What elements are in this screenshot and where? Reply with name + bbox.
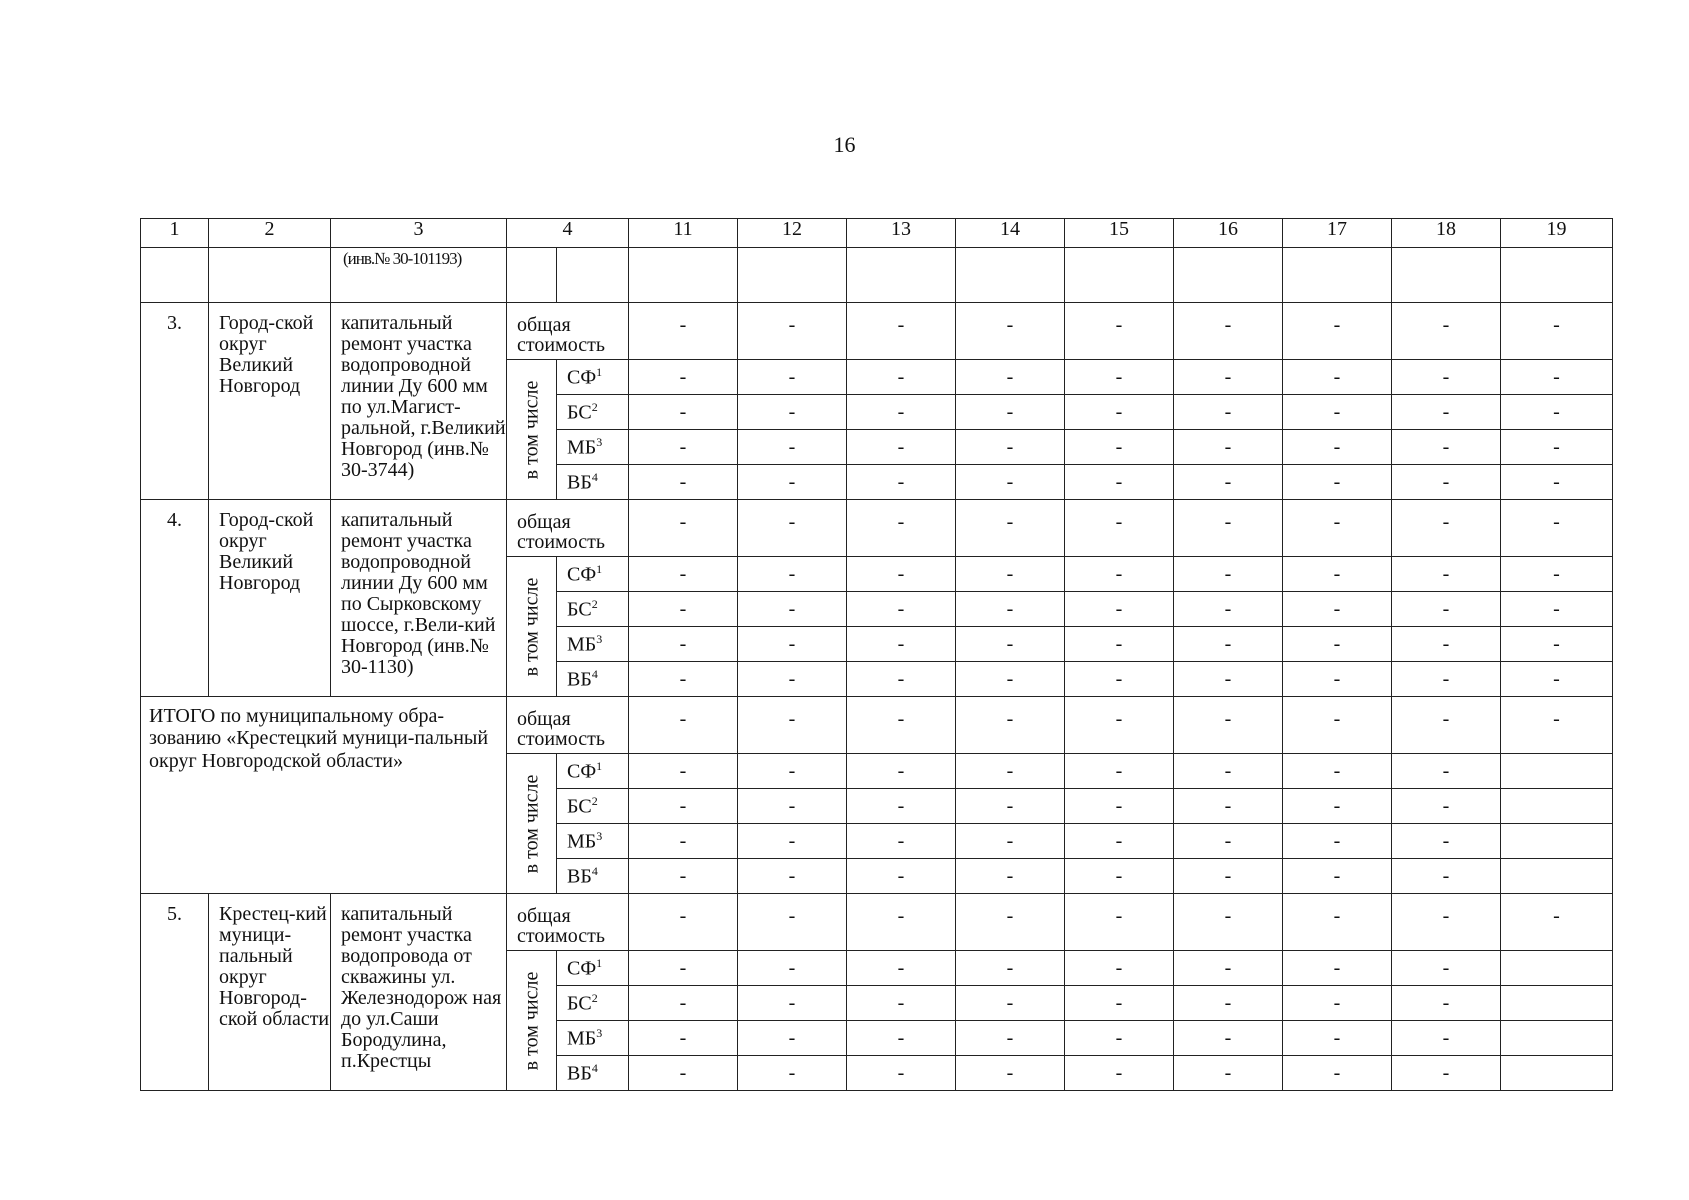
value-cell: - — [847, 1021, 956, 1056]
value-cell: - — [1065, 662, 1174, 697]
value-cell — [1501, 789, 1613, 824]
municipality-cell: Город-ской округ Великий Новгород — [209, 303, 331, 500]
value-cell: - — [1501, 465, 1613, 500]
value-cell: - — [629, 1056, 738, 1091]
value-cell — [1501, 1021, 1613, 1056]
value-cell: - — [847, 1056, 956, 1091]
value-cell: - — [1283, 395, 1392, 430]
fund-label — [557, 430, 629, 465]
value-cell: - — [1283, 430, 1392, 465]
value-cell: - — [956, 986, 1065, 1021]
value-cell: - — [1065, 557, 1174, 592]
value-cell: - — [1174, 1021, 1283, 1056]
value-cell: - — [1283, 894, 1392, 951]
value-cell: - — [1501, 500, 1613, 557]
value-cell: - — [956, 824, 1065, 859]
value-cell: - — [1174, 754, 1283, 789]
value-cell: - — [956, 894, 1065, 951]
value-cell: - — [1174, 824, 1283, 859]
column-header: 16 — [1174, 219, 1283, 248]
fund-name: МБ — [567, 830, 597, 853]
value-cell: - — [629, 360, 738, 395]
value-cell: - — [956, 1056, 1065, 1091]
value-cell: - — [1065, 894, 1174, 951]
value-cell: - — [1174, 951, 1283, 986]
description-cell: капитальный ремонт участка водопроводной линии Ду 600 мм по ул.Магист-ральной, г.Великий Новгород (инв.№ 30-3744) — [331, 303, 507, 500]
value-cell — [1501, 1056, 1613, 1091]
value-cell: - — [847, 557, 956, 592]
value-cell: - — [1501, 360, 1613, 395]
value-cell: - — [1174, 465, 1283, 500]
value-cell: - — [1283, 662, 1392, 697]
value-cell: - — [1501, 395, 1613, 430]
value-cell: - — [1174, 500, 1283, 557]
value-cell: - — [1065, 430, 1174, 465]
column-header: 13 — [847, 219, 956, 248]
value-cell: - — [847, 894, 956, 951]
value-cell: - — [1065, 697, 1174, 754]
value-cell: - — [738, 1056, 847, 1091]
value-cell: - — [629, 697, 738, 754]
value-cell: - — [1065, 1021, 1174, 1056]
value-cell: - — [1283, 859, 1392, 894]
value-cell: - — [1283, 1021, 1392, 1056]
value-cell: - — [738, 859, 847, 894]
value-cell: - — [738, 789, 847, 824]
value-cell: - — [738, 1021, 847, 1056]
fund-label — [557, 465, 629, 500]
value-cell: - — [1283, 557, 1392, 592]
column-header: 19 — [1501, 219, 1613, 248]
value-cell: - — [738, 557, 847, 592]
fund-name: БС — [567, 992, 592, 1015]
value-cell: - — [738, 754, 847, 789]
value-cell: - — [1501, 303, 1613, 360]
value-cell: - — [629, 395, 738, 430]
value-cell: - — [1065, 824, 1174, 859]
fund-label — [557, 859, 629, 894]
value-cell: - — [629, 662, 738, 697]
value-cell: - — [629, 430, 738, 465]
description-cell: капитальный ремонт участка водопровода от скважины ул. Железнодорож ная до ул.Саши Бородулина, п.Крестцы — [331, 894, 507, 1091]
value-cell: - — [1501, 697, 1613, 754]
fund-label — [557, 1056, 629, 1091]
value-cell: - — [1501, 894, 1613, 951]
fund-label — [557, 360, 629, 395]
value-cell: - — [1283, 627, 1392, 662]
value-cell: - — [847, 951, 956, 986]
fund-footnote-mark: 4 — [591, 863, 598, 878]
value-cell: - — [738, 894, 847, 951]
value-cell: - — [956, 303, 1065, 360]
value-cell: - — [1392, 465, 1501, 500]
value-cell: - — [1392, 627, 1501, 662]
value-cell: - — [956, 430, 1065, 465]
value-cell: - — [1501, 592, 1613, 627]
value-cell: - — [1392, 789, 1501, 824]
value-cell: - — [1283, 592, 1392, 627]
column-header: 18 — [1392, 219, 1501, 248]
row-number: 5. — [141, 894, 209, 1091]
value-cell: - — [738, 697, 847, 754]
value-cell: - — [1174, 789, 1283, 824]
value-cell: - — [1174, 662, 1283, 697]
value-cell: - — [629, 894, 738, 951]
total-cost-label: общая стоимость — [507, 697, 629, 754]
page-number: 16 — [833, 132, 856, 157]
value-cell: - — [956, 859, 1065, 894]
value-cell: - — [847, 697, 956, 754]
total-cost-label: общая стоимость — [507, 894, 629, 951]
value-cell: - — [1174, 395, 1283, 430]
value-cell: - — [1174, 697, 1283, 754]
municipality-cell: Город-ской округ Великий Новгород — [209, 500, 331, 697]
value-cell: - — [847, 627, 956, 662]
value-cell: - — [956, 951, 1065, 986]
value-cell: - — [1065, 465, 1174, 500]
total-cost-label: общая стоимость — [507, 303, 629, 360]
value-cell: - — [1283, 360, 1392, 395]
value-cell: - — [1392, 894, 1501, 951]
fund-footnote-mark: 3 — [596, 434, 603, 449]
value-cell: - — [629, 754, 738, 789]
value-cell: - — [1065, 951, 1174, 986]
value-cell: - — [1283, 754, 1392, 789]
value-cell: - — [956, 500, 1065, 557]
column-header: 17 — [1283, 219, 1392, 248]
column-header: 4 — [507, 219, 629, 248]
value-cell: - — [1501, 430, 1613, 465]
value-cell: - — [1392, 859, 1501, 894]
fund-footnote-mark: 2 — [591, 990, 598, 1005]
value-cell: - — [956, 697, 1065, 754]
value-cell: - — [1174, 592, 1283, 627]
value-cell: - — [1283, 986, 1392, 1021]
fund-footnote-mark: 4 — [591, 666, 598, 681]
value-cell: - — [1174, 303, 1283, 360]
fund-footnote-mark: 4 — [591, 469, 598, 484]
value-cell: - — [629, 1021, 738, 1056]
value-cell: - — [847, 395, 956, 430]
value-cell: - — [956, 627, 1065, 662]
value-cell: - — [1065, 1056, 1174, 1091]
row-number: 4. — [141, 500, 209, 697]
value-cell: - — [1174, 894, 1283, 951]
value-cell: - — [1065, 303, 1174, 360]
fund-name: СФ — [567, 957, 597, 980]
fund-label — [557, 592, 629, 627]
object-row — [141, 303, 1613, 360]
column-header: 3 — [331, 219, 507, 248]
fund-name: МБ — [567, 633, 597, 656]
value-cell: - — [738, 824, 847, 859]
value-cell: - — [1392, 951, 1501, 986]
value-cell: - — [629, 627, 738, 662]
value-cell: - — [847, 789, 956, 824]
including-cell — [507, 754, 557, 894]
fund-footnote-mark: 1 — [596, 561, 603, 576]
column-header: 15 — [1065, 219, 1174, 248]
value-cell: - — [1174, 859, 1283, 894]
value-cell: - — [1065, 859, 1174, 894]
object-row — [141, 500, 1613, 557]
value-cell: - — [1501, 627, 1613, 662]
value-cell: - — [1065, 360, 1174, 395]
fund-name: ВБ — [567, 1062, 592, 1085]
value-cell: - — [956, 662, 1065, 697]
value-cell: - — [847, 859, 956, 894]
value-cell: - — [847, 754, 956, 789]
value-cell: - — [1392, 1021, 1501, 1056]
value-cell: - — [1065, 627, 1174, 662]
fund-footnote-mark: 2 — [591, 793, 598, 808]
value-cell: - — [738, 360, 847, 395]
fund-label — [557, 395, 629, 430]
value-cell: - — [738, 662, 847, 697]
column-header: 14 — [956, 219, 1065, 248]
value-cell: - — [1065, 395, 1174, 430]
including-cell — [507, 951, 557, 1091]
value-cell — [1501, 986, 1613, 1021]
value-cell: - — [738, 592, 847, 627]
value-cell: - — [1065, 986, 1174, 1021]
value-cell: - — [956, 557, 1065, 592]
value-cell: - — [738, 500, 847, 557]
value-cell: - — [1065, 789, 1174, 824]
value-cell: - — [1283, 951, 1392, 986]
continuation-inventory-text: (инв.№ 30-101193) — [331, 248, 507, 303]
value-cell: - — [629, 465, 738, 500]
value-cell: - — [956, 789, 1065, 824]
value-cell: - — [1392, 500, 1501, 557]
value-cell: - — [1392, 754, 1501, 789]
including-cell — [507, 360, 557, 500]
fund-footnote-mark: 3 — [596, 1025, 603, 1040]
fund-footnote-mark: 3 — [596, 828, 603, 843]
fund-label — [557, 662, 629, 697]
value-cell: - — [629, 859, 738, 894]
value-cell: - — [1283, 789, 1392, 824]
value-cell — [1501, 824, 1613, 859]
value-cell: - — [629, 592, 738, 627]
value-cell: - — [1392, 592, 1501, 627]
fund-footnote-mark: 3 — [596, 631, 603, 646]
fund-footnote-mark: 1 — [596, 364, 603, 379]
value-cell: - — [847, 986, 956, 1021]
value-cell: - — [847, 500, 956, 557]
fund-label — [557, 1021, 629, 1056]
value-cell: - — [847, 662, 956, 697]
column-header: 11 — [629, 219, 738, 248]
value-cell: - — [629, 951, 738, 986]
value-cell: - — [1392, 360, 1501, 395]
value-cell: - — [629, 303, 738, 360]
value-cell: - — [738, 951, 847, 986]
value-cell: - — [1392, 986, 1501, 1021]
value-cell: - — [847, 592, 956, 627]
value-cell: - — [1392, 557, 1501, 592]
fund-name: МБ — [567, 1027, 597, 1050]
value-cell: - — [629, 789, 738, 824]
value-cell: - — [1392, 1056, 1501, 1091]
value-cell: - — [1501, 557, 1613, 592]
value-cell: - — [1392, 697, 1501, 754]
value-cell: - — [1283, 824, 1392, 859]
continuation-row — [141, 248, 1613, 303]
fund-label — [557, 627, 629, 662]
value-cell: - — [956, 592, 1065, 627]
fund-name: СФ — [567, 366, 597, 389]
value-cell: - — [1174, 557, 1283, 592]
value-cell: - — [1174, 986, 1283, 1021]
value-cell: - — [1174, 430, 1283, 465]
value-cell: - — [847, 824, 956, 859]
fund-label — [557, 557, 629, 592]
value-cell: - — [1283, 465, 1392, 500]
value-cell — [1501, 951, 1613, 986]
value-cell: - — [629, 824, 738, 859]
description-cell: капитальный ремонт участка водопроводной линии Ду 600 мм по Сырковскому шоссе, г.Вели-кий Новгород (инв.№ 30-1130) — [331, 500, 507, 697]
object-row — [141, 894, 1613, 951]
row-number: 3. — [141, 303, 209, 500]
fund-label — [557, 789, 629, 824]
value-cell: - — [738, 986, 847, 1021]
fund-label — [557, 754, 629, 789]
fund-footnote-mark: 2 — [591, 399, 598, 414]
value-cell: - — [629, 986, 738, 1021]
value-cell: - — [956, 754, 1065, 789]
value-cell — [1501, 859, 1613, 894]
value-cell: - — [738, 395, 847, 430]
fund-name: ВБ — [567, 668, 592, 691]
fund-footnote-mark: 1 — [596, 955, 603, 970]
value-cell — [1501, 754, 1613, 789]
value-cell: - — [1392, 662, 1501, 697]
value-cell: - — [1392, 303, 1501, 360]
value-cell: - — [847, 360, 956, 395]
fund-footnote-mark: 4 — [591, 1060, 598, 1075]
including-cell — [507, 557, 557, 697]
value-cell: - — [1392, 395, 1501, 430]
municipality-cell: Крестец-кий муници-пальный округ Новгород-ской области — [209, 894, 331, 1091]
fund-name: ВБ — [567, 865, 592, 888]
including-label: в том числе — [520, 774, 542, 873]
value-cell: - — [956, 360, 1065, 395]
value-cell: - — [847, 430, 956, 465]
value-cell: - — [738, 430, 847, 465]
value-cell: - — [1283, 500, 1392, 557]
value-cell: - — [1065, 592, 1174, 627]
value-cell: - — [1174, 360, 1283, 395]
fund-label — [557, 824, 629, 859]
value-cell: - — [1174, 1056, 1283, 1091]
total-cost-label: общая стоимость — [507, 500, 629, 557]
value-cell: - — [956, 395, 1065, 430]
column-header: 2 — [209, 219, 331, 248]
total-label: ИТОГО по муниципальному обра-зованию «Крестецкий муници-пальный округ Новгородской области» — [141, 697, 507, 894]
including-label: в том числе — [520, 380, 542, 479]
value-cell: - — [629, 500, 738, 557]
value-cell: - — [1065, 754, 1174, 789]
fund-name: БС — [567, 598, 592, 621]
value-cell: - — [847, 465, 956, 500]
column-header-row — [141, 219, 1613, 248]
column-header: 1 — [141, 219, 209, 248]
fund-label — [557, 986, 629, 1021]
fund-name: СФ — [567, 760, 597, 783]
value-cell: - — [956, 465, 1065, 500]
fund-name: СФ — [567, 563, 597, 586]
fund-name: ВБ — [567, 471, 592, 494]
value-cell: - — [738, 465, 847, 500]
value-cell: - — [738, 303, 847, 360]
fund-footnote-mark: 2 — [591, 596, 598, 611]
value-cell: - — [1392, 430, 1501, 465]
value-cell: - — [629, 557, 738, 592]
fund-name: МБ — [567, 436, 597, 459]
budget-table — [140, 218, 1613, 1091]
value-cell: - — [738, 627, 847, 662]
value-cell: - — [847, 303, 956, 360]
value-cell: - — [1283, 697, 1392, 754]
fund-name: БС — [567, 401, 592, 424]
including-label: в том числе — [520, 971, 542, 1070]
fund-name: БС — [567, 795, 592, 818]
value-cell: - — [1392, 824, 1501, 859]
value-cell: - — [1174, 627, 1283, 662]
column-header: 12 — [738, 219, 847, 248]
value-cell: - — [1065, 500, 1174, 557]
total-row — [141, 697, 1613, 754]
value-cell: - — [956, 1021, 1065, 1056]
fund-label — [557, 951, 629, 986]
value-cell: - — [1501, 662, 1613, 697]
value-cell: - — [1283, 1056, 1392, 1091]
including-label: в том числе — [520, 577, 542, 676]
value-cell: - — [1283, 303, 1392, 360]
fund-footnote-mark: 1 — [596, 758, 603, 773]
